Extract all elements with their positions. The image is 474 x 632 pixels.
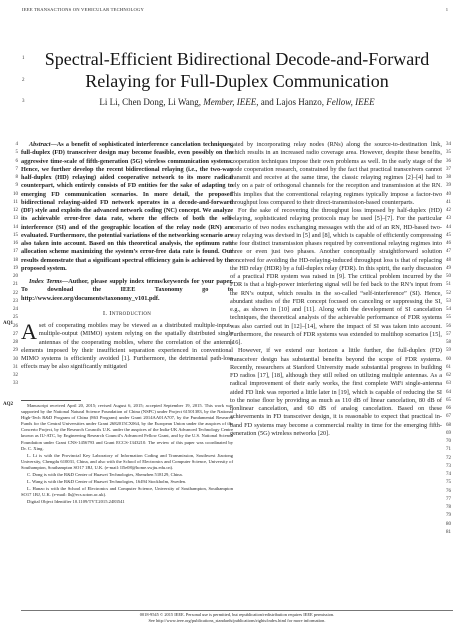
line-number: 16: [13, 241, 18, 246]
right-line-numbers: [446, 141, 456, 537]
author-names: Li Li, Chen Dong, Li Wang,: [99, 97, 204, 107]
copyright-footer: [21, 612, 453, 624]
journal-header: IEEE TRANSACTIONS ON VEHICULAR TECHNOLOGY: [22, 7, 145, 12]
line-number: 79: [446, 513, 451, 519]
line-number: 41: [446, 199, 451, 205]
line-number: 73: [446, 463, 451, 469]
right-column: [230, 141, 442, 438]
line-number: 15: [13, 232, 18, 238]
line-number: 63: [446, 381, 451, 387]
line-number: 55: [446, 315, 451, 321]
line-number: 19: [13, 265, 18, 271]
line-number: 33: [13, 381, 18, 387]
line-number: 61: [446, 364, 451, 370]
line-number: 76: [446, 488, 451, 494]
line-number: 39: [446, 183, 451, 189]
page-number: 1: [445, 7, 448, 12]
line-number: 37: [446, 166, 451, 172]
line-number: 22: [13, 290, 18, 296]
author-query-marker-2: AQ2: [3, 402, 13, 407]
index-terms: [21, 278, 233, 303]
line-number: 54: [446, 307, 451, 312]
line-number: 20: [13, 274, 18, 279]
line-number: 11: [13, 199, 18, 205]
line-number: 27: [13, 331, 18, 337]
line-number: 43: [446, 216, 451, 222]
line-number: 56: [446, 323, 451, 329]
line-number: 13: [13, 216, 18, 222]
line-number: 45: [446, 232, 451, 238]
left-column: [21, 141, 233, 372]
paper-title: [30, 48, 444, 92]
line-number: 49: [446, 265, 451, 271]
line-number: 29: [13, 348, 18, 354]
line-number: 47: [446, 249, 451, 255]
line-number: 36: [446, 158, 451, 164]
line-number: 18: [13, 257, 18, 263]
line-number: 70: [446, 439, 451, 444]
introduction-text: set of cooperating mobiles may be viewed as a distributed multiple-input–multiple-output (MIMO) system relying on the spatially distributed single antennas of the cooperating mobiles, where the correlation of the antenna elements imposed by their insufficient separation experienced in conventional MIMO systems is efficiently avoided [1]. Furthermore, the detrimental path-loss effects may be also significantly mitigated: [21, 322, 233, 371]
right-paragraph-1: gated by incorporating relay nodes (RNs) along the source-to-destination link, which results in an increased radio coverage area. However, despite these benefits, cooperation techniques impose their own problems as well. In the early stage of the node cooperation research, constrained by the fact that practical transceivers cannot transmit and receive at the same time, the classic relaying regimes [2]–[4] had to rely on a pair of orthogonal channels for the reception and transmission at the RN. This implies that the conventional relaying regimes typically impose a factor-two throughput loss compared to their direct-transmission-based counterparts.: [230, 141, 442, 206]
line-number: 67: [446, 414, 451, 420]
title-line-2: Relaying for Full-Duplex Communication: [85, 71, 389, 91]
left-line-numbers: [8, 141, 18, 389]
line-number: 46: [446, 241, 451, 246]
author-list: [30, 97, 444, 107]
abstract: [21, 141, 233, 273]
line-number: 62: [446, 373, 451, 378]
line-number: 69: [446, 430, 451, 436]
title-line-1: Spectral-Efficient Bidirectional Decode-and-Forward: [44, 49, 430, 69]
line-number: 26: [13, 323, 18, 329]
member-affiliation: Member, IEEE: [203, 97, 257, 107]
footer-rule: [21, 610, 453, 611]
footnote-rule: [21, 400, 81, 401]
line-number: 53: [446, 298, 451, 304]
footnote-author-wang: L. Wang is with the R&D Center of Huawei Technologies, 16494 Stockholm, Sweden.: [27, 479, 187, 485]
abstract-label: Abstract: [29, 141, 51, 148]
line-number: 58: [446, 340, 451, 345]
line-number: 25: [13, 315, 18, 321]
line-number: 5: [15, 150, 18, 156]
footnotes: [21, 403, 233, 507]
right-paragraph-3: However, if we extend our horizon a little further, the full-duplex (FD) transceiver design has substantial benefits beyond the scope of FDR systems. Recently, researchers at Stanford University made substantial progress in building FD radios [17], [18], although they still relied on utilizing multiple antennas. As a radical improvement of their early works, the first complete WiFi single-antenna aided FD link was reported a little later in [19], which is capable of reducing the SI to the noise floor by providing as much as 110 dB of linear cancelation, 80 dB of nonlinear cancelation, and 60 dB of analog cancelation. Based on these achievements in FD transceiver design, it is reasonable to expect that practical in-band FD systems may become a commercial reality in time for the emerging fifth-generation (5G) wireless networks [20].: [230, 347, 442, 437]
line-number: 10: [13, 191, 18, 197]
footnote-author-li: L. Li is with the Provincial Key Laboratory of Information Coding and Transmission, Southwest Jiaotong University, Chengdu 610031, China, and also with the School of Electronics and Computer Science, University of Southampton, Southampton SO17 1BJ, U.K. (e-mail: ll5e08@home.swjtu.edu.cn).: [21, 452, 233, 470]
index-terms-label: Index Terms: [29, 278, 62, 285]
line-number: 75: [446, 480, 451, 486]
line-number: 23: [13, 298, 18, 304]
line-number: 35: [446, 150, 451, 156]
line-number: 12: [13, 208, 18, 213]
line-number: 42: [446, 208, 451, 213]
right-paragraph-2: For the sake of recovering the throughput loss imposed by half-duplex (HD) relaying, sophisticated relaying protocols may be used [5]–[7]. For the particular scenario of two nodes exchanging messages with the aid of an RN, HD-based two-way relaying was devised in [5] and [8], which is capable of efficiently compressing the four distinct transmission phases required by conventional relaying regimes into three or even just two phases. Another conceptually straightforward solution conceived for avoiding the HD-relaying-induced throughput loss is that of replacing the HD relay (HDR) by a full-duplex relay (FDR). In this spirit, the early discussion of a practical FDR system was raised in [9]. The critical problem incurred by the FDR is that a high-power interfering signal will be fed back to the RN’s input from the RN’s output, which results in the so-called “self-interference” (SI). Hence, abundant studies of the FDR concept focused on canceling or suppressing the SI, e.g., as shown in [10] and [11]. Along with the development of SI cancelation techniques, the theoretical analysis of the achievable performance of FDR systems was also carried out in [12]–[14], where the impact of SI was taken into account. Furthermore, the research of FDR systems was extended to multihop scenarios [15], [16].: [230, 207, 442, 346]
index-terms-text: —Author, please supply index terms/keywords for your paper. To download the IEEE Taxonomy go to http://www.ieee.org/documents/taxonomy_v101.pdf.: [21, 278, 233, 302]
line-number: 17: [13, 249, 18, 255]
line-number: 31: [13, 364, 18, 370]
line-number: 68: [446, 422, 451, 428]
line-number: 60: [446, 356, 451, 362]
line-number: 30: [13, 356, 18, 362]
line-number: 50: [446, 274, 451, 279]
footnote-author-dong: C. Dong is with the R&D Center of Huawei Technologies, Shenzhen 518129, China.: [27, 472, 183, 478]
line-number: 65: [446, 397, 451, 403]
line-number: 59: [446, 348, 451, 354]
line-number: 24: [13, 307, 18, 312]
copyright-line-1: 0018-9545 © 2015 IEEE. Personal use is permitted, but republication/redistribution requires IEEE permission.: [139, 612, 335, 617]
copyright-line-2: See http://www.ieee.org/publications_standards/publications/rights/index.html for more information.: [148, 618, 326, 623]
line-number: 32: [13, 373, 18, 378]
line-number: 44: [446, 224, 451, 230]
footnote-doi: Digital Object Identifier 10.1109/TVT.2015.2483541: [27, 499, 125, 505]
line-number: 48: [446, 257, 451, 263]
line-number: 77: [446, 496, 451, 502]
section-heading-introduction: I. Introduction: [102, 309, 152, 317]
fellow-affiliation: Fellow, IEEE: [326, 97, 375, 107]
line-number: 8: [15, 175, 18, 180]
line-number: 72: [446, 455, 451, 461]
line-number: 81: [446, 529, 451, 535]
footnote-manuscript: Manuscript received April 20, 2015; revised August 6, 2015; accepted September 19, 2015. This work was supported by the National Natural Science Foundation of China (NSFC) under Project 61501383, by the National High-Tech R&D Program of China (863 Program) under Grant 2014AA01A707, by the Fundamental Research Funds for the Central Universities under Grant 2682015CX064, by the European Union under the auspices of the Concerto Project, by the Research Councils U.K. under the auspices of the India-UK Advanced Technology Centre known as IU-ATC, by Engineering Research Council’s Advanced Fellow Grant, and by the U.S. National Science Foundation under Grant CNS-1456793 and Grant ECCS-1343210. The review of this paper was coordinated by Dr. C. Xing.: [21, 403, 233, 451]
line-number: 6: [15, 158, 18, 164]
author-and: , and Lajos Hanzo,: [256, 97, 327, 107]
line-number: 28: [13, 340, 18, 345]
abstract-text: —As a benefit of sophisticated interference cancelation techniques, full-duplex (FD) transceiver design may become feasible, even possibly on the aggressive time-scale of fifth-generation (5G) wireless communication systems. Hence, we further develop the recent bidirectional relaying (i.e., the two-way half-duplex (HD) relaying) aided cooperative network to its more radical counterpart, which entirely consists of FD entities for the sake of adapting to emerging FD communication scenarios. In more detail, the proposed bidirectional relaying-aided FD network operates in a decode-and-forward (DF) style and exploits the advanced network coding (NC) concept. We analyze its achievable error-free data rate, where the effects of both the self-interference (SI) and of the geographic location of the relay node (RN) are evaluated. Furthermore, the potential variations of the networking scenario are also taken into account. Based on this theoretical analysis, the optimum rate allocation scheme maximizing the system’s error-free data rate is found. Our results demonstrate that a significant spectral efficiency gain is achieved by the proposed system.: [21, 141, 233, 272]
title-line-number: 1: [22, 56, 25, 61]
line-number: 52: [446, 290, 451, 296]
line-number: 38: [446, 175, 451, 180]
title-line-number: 3: [22, 99, 25, 104]
line-number: 66: [446, 406, 451, 411]
line-number: 71: [446, 447, 451, 453]
line-number: 51: [446, 282, 451, 288]
author-query-marker: AQ1: [3, 321, 13, 326]
line-number: 21: [13, 282, 18, 288]
line-number: 4: [15, 142, 18, 147]
line-number: 7: [15, 166, 18, 172]
line-number: 80: [446, 521, 451, 527]
dropcap-letter: A: [21, 319, 37, 344]
line-number: 57: [446, 331, 451, 337]
line-number: 9: [15, 183, 18, 189]
footnote-author-hanzo: L. Hanzo is with the School of Electronics and Computer Science, University of Southampton, Southampton SO17 1BJ, U.K. (e-mail: lh@ecs.soton.ac.uk).: [21, 486, 233, 498]
line-number: 34: [446, 142, 451, 147]
title-line-number: 2: [22, 78, 25, 83]
line-number: 78: [446, 505, 451, 510]
line-number: 14: [13, 224, 18, 230]
line-number: 74: [446, 472, 451, 477]
line-number: 40: [446, 191, 451, 197]
line-number: 64: [446, 389, 451, 395]
introduction-paragraph: [21, 319, 233, 372]
